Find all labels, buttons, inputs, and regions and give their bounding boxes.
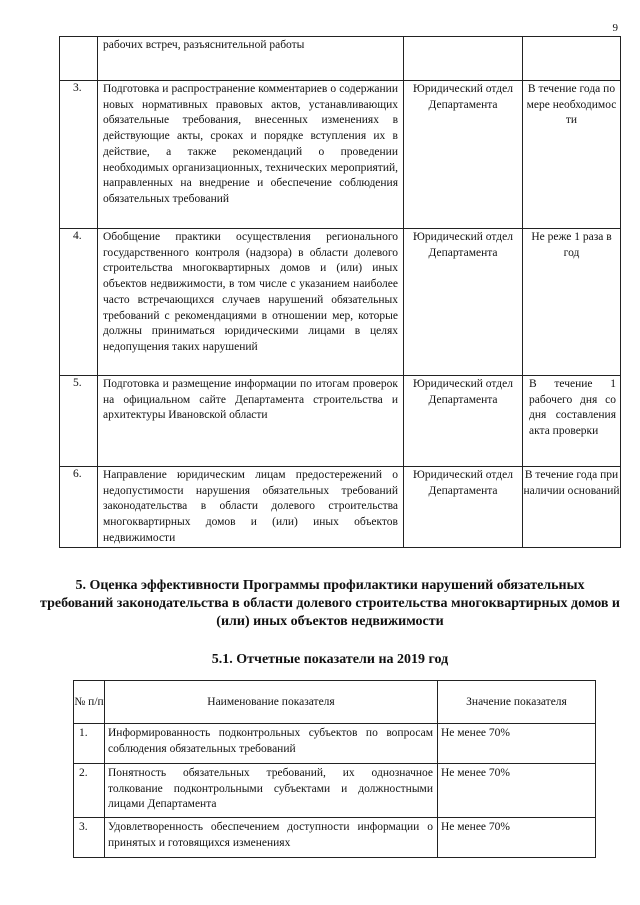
row-number: 5. (60, 376, 98, 467)
section-title: 5. Оценка эффективности Программы профилактики нарушений обязательных требований законодательства в области долевого строительства многоквартирных домов и (или) иных объектов недвижимости (40, 578, 620, 629)
table-row (60, 81, 621, 229)
actions-table (59, 36, 621, 548)
responsible-cell (404, 37, 523, 81)
column-header-value: Значение показателя (438, 681, 596, 724)
responsible-cell: Юридический отдел Департамента (404, 81, 523, 229)
row-number (60, 37, 98, 81)
table-row (60, 376, 621, 467)
deadline-cell: Не реже 1 раза в год (523, 229, 621, 376)
table-row (74, 818, 596, 858)
deadline-cell: В течение года при наличии оснований (523, 467, 621, 548)
row-number: 2. (74, 764, 105, 818)
indicator-value: Не менее 70% (438, 724, 596, 764)
indicator-value: Не менее 70% (438, 764, 596, 818)
responsible-cell: Юридический отдел Департамента (404, 376, 523, 467)
row-number: 4. (60, 229, 98, 376)
deadline-cell: В течение года по мере необходимос ти (523, 81, 621, 229)
deadline-text: В течение 1 рабочего дня со дня составления акта проверки (529, 378, 616, 438)
row-number: 6. (60, 467, 98, 548)
responsible-cell: Юридический отдел Департамента (404, 467, 523, 548)
column-header-number: № п/п (74, 681, 105, 724)
row-number: 3. (74, 818, 105, 858)
indicator-value: Не менее 70% (438, 818, 596, 858)
table-row (74, 764, 596, 818)
indicator-name: Удовлетворенность обеспечением доступности информации о принятых и готовящихся изменениях (105, 818, 438, 858)
column-header-name: Наименование показателя (105, 681, 438, 724)
table-row (60, 467, 621, 548)
activity-description: Обобщение практики осуществления регионального государственного контроля (надзора) в области долевого строительства многоквартирных домов и (или) иных объектов недвижимости, в том числе с указанием наиболее часто встречающихся случаев нарушений обязательных требований с рекомендациями в отношении мер, которые должны приниматься юридическими лицами в целях недопущения таких нарушений (98, 229, 404, 376)
table-row (74, 724, 596, 764)
indicator-name: Понятность обязательных требований, их однозначное толкование подконтрольными субъектами и должностными лицами Департамента (105, 764, 438, 818)
deadline-cell (523, 37, 621, 81)
activity-description: рабочих встреч, разъяснительной работы (98, 37, 404, 81)
table-header-row (74, 681, 596, 724)
row-number: 3. (60, 81, 98, 229)
subsection-title: 5.1. Отчетные показатели на 2019 год (211, 652, 449, 667)
activity-description: Подготовка и распространение комментариев о содержании новых нормативных правовых актов, устанавливающих обязательные требования, внесенных изменениях в действующие акты, сроках и порядке вступления их в действие, а также рекомендаций о проведении необходимых организационных, технических мероприятий, направленных на внедрение и обеспечение соблюдения обязательных требований (98, 81, 404, 229)
table-row (60, 229, 621, 376)
activity-description: Подготовка и размещение информации по итогам проверок на официальном сайте Департамента строительства и архитектуры Ивановской области (98, 376, 404, 467)
page-number: 9 (612, 22, 618, 34)
indicator-name: Информированность подконтрольных субъектов по вопросам соблюдения обязательных требований (105, 724, 438, 764)
responsible-cell: Юридический отдел Департамента (404, 229, 523, 376)
indicators-table (73, 680, 596, 858)
deadline-cell (523, 376, 621, 467)
activity-description: Направление юридическим лицам предостережений о недопустимости нарушения обязательных требований законодательства в области долевого строительства многоквартирных домов и (или) иных объектов недвижимости (98, 467, 404, 548)
table-row (60, 37, 621, 81)
row-number: 1. (74, 724, 105, 764)
